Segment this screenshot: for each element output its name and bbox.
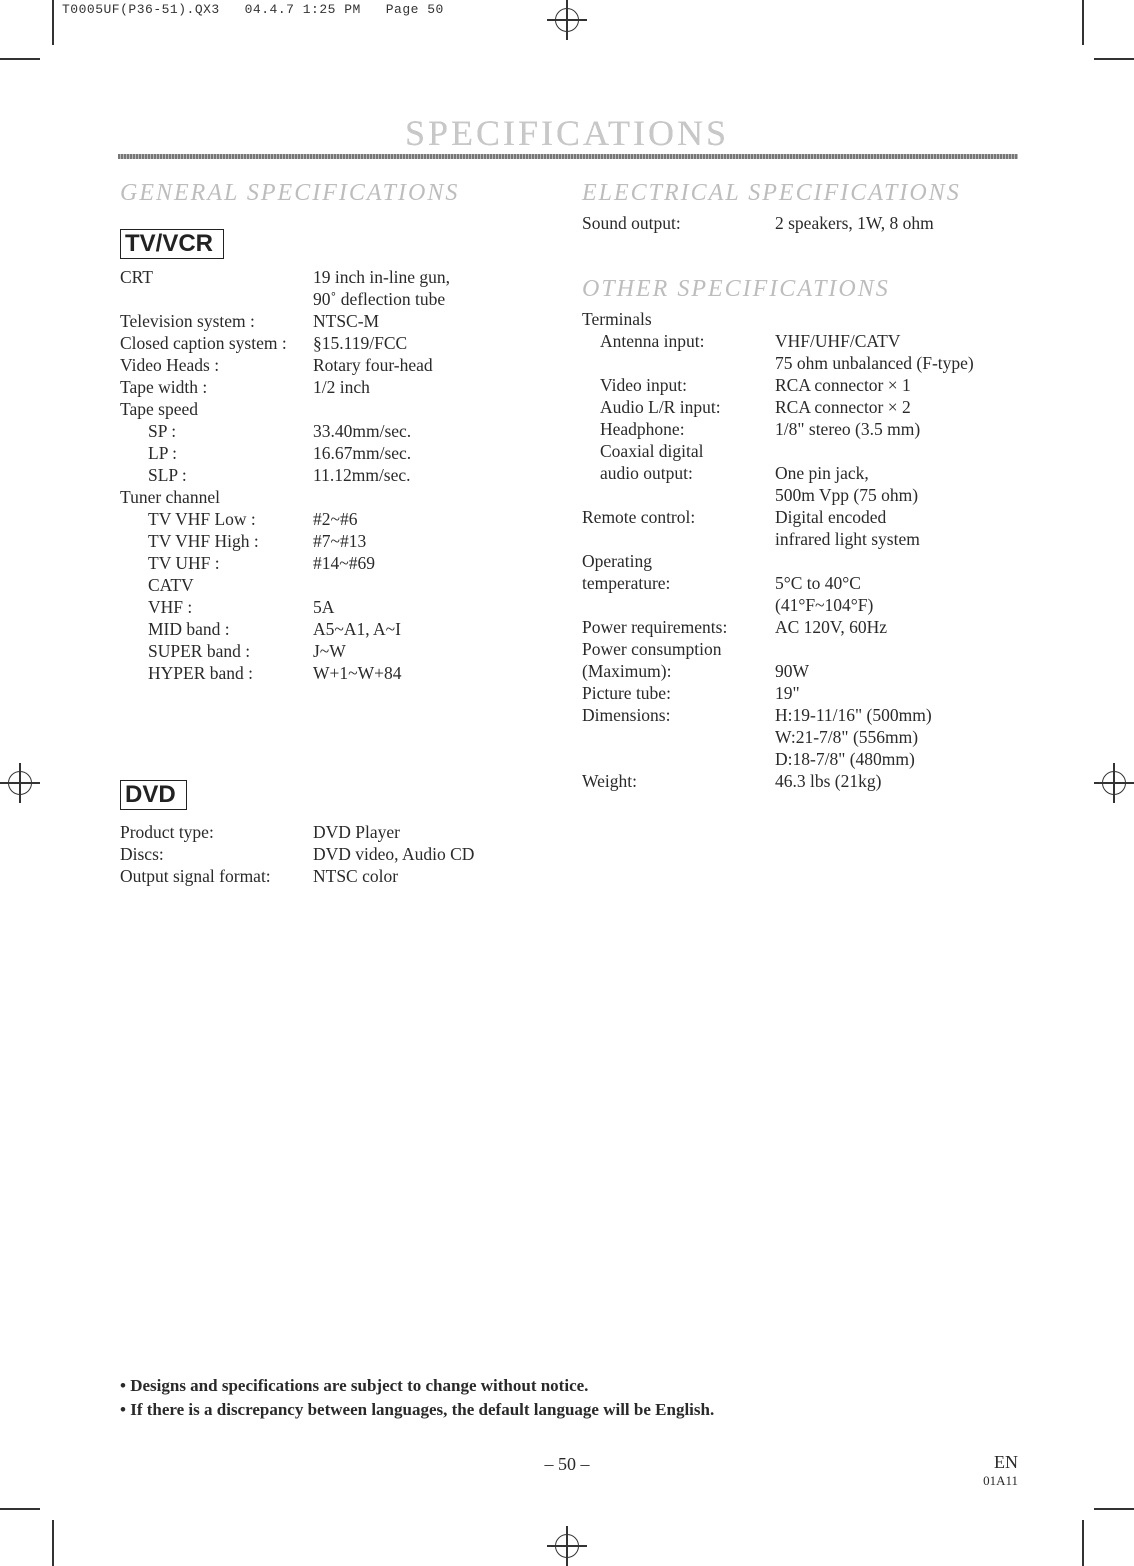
spec-label: TV UHF :: [148, 553, 220, 573]
spec-value: W:21-7/8" (556mm): [775, 727, 919, 747]
spec-row: [582, 770, 1022, 792]
spec-label: SP :: [148, 421, 177, 441]
spec-label: TV VHF Low :: [148, 509, 256, 529]
spec-value: 5°C to 40°C: [775, 573, 861, 593]
page-number: – 50 –: [544, 1454, 590, 1474]
spec-row: [120, 464, 540, 486]
spec-label: Discs:: [120, 844, 164, 864]
spec-value: Rotary four-head: [313, 355, 433, 375]
print-header: T0005UF(P36-51).QX3 04.4.7 1:25 PM Page 50: [62, 2, 444, 17]
spec-value: 2 speakers, 1W, 8 ohm: [775, 213, 934, 233]
spec-label: Sound output:: [582, 213, 681, 233]
spec-value: RCA connector × 1: [775, 375, 911, 395]
spec-row: [120, 662, 540, 684]
spec-row: [120, 821, 540, 843]
spec-row: [582, 506, 1022, 528]
spec-row: [582, 594, 1022, 616]
spec-row: [120, 288, 540, 310]
spec-row: [120, 508, 540, 530]
spec-row: [120, 596, 540, 618]
spec-value: One pin jack,: [775, 463, 869, 483]
registration-mark: [547, 0, 587, 40]
spec-label: Audio L/R input:: [600, 397, 721, 417]
spec-row: [120, 266, 540, 288]
spec-label: Terminals: [582, 309, 652, 329]
spec-row: [582, 462, 1022, 484]
spec-value: 90W: [775, 661, 810, 681]
spec-row: [120, 640, 540, 662]
crop-mark: [52, 1520, 54, 1566]
spec-label: CATV: [148, 575, 194, 595]
language-code: EN: [994, 1452, 1018, 1472]
spec-label: SLP :: [148, 465, 187, 485]
note-change-notice: • Designs and specifications are subject to change without notice.: [120, 1376, 589, 1395]
spec-label: SUPER band :: [148, 641, 251, 661]
spec-value: DVD video, Audio CD: [313, 844, 475, 864]
spec-label: Video Heads :: [120, 355, 220, 375]
spec-value: Digital encoded: [775, 507, 887, 527]
crop-mark: [1082, 0, 1084, 45]
spec-value: NTSC color: [313, 866, 399, 886]
spec-value: AC 120V, 60Hz: [775, 617, 887, 637]
spec-value: #7~#13: [313, 531, 367, 551]
spec-label: Dimensions:: [582, 705, 671, 725]
spec-row: [582, 682, 1022, 704]
spec-row: [120, 420, 540, 442]
crop-mark: [0, 1508, 40, 1510]
spec-row: [582, 550, 1022, 572]
spec-label: Tape width :: [120, 377, 208, 397]
spec-row: [582, 528, 1022, 550]
spec-value: 5A: [313, 597, 335, 617]
page-title: SPECIFICATIONS: [404, 113, 730, 153]
spec-label: Closed caption system :: [120, 333, 287, 353]
spec-row: [582, 572, 1022, 594]
spec-value: §15.119/FCC: [313, 333, 408, 353]
spec-label: temperature:: [582, 573, 671, 593]
spec-row: [120, 530, 540, 552]
crop-mark: [0, 58, 40, 60]
spec-label: CRT: [120, 267, 153, 287]
spec-row: [120, 618, 540, 640]
spec-value: 75 ohm unbalanced (F-type): [775, 353, 974, 373]
spec-label: Power requirements:: [582, 617, 728, 637]
spec-value: #14~#69: [313, 553, 375, 573]
document-code: 01A11: [983, 1473, 1018, 1488]
spec-row: [582, 212, 1022, 234]
registration-mark: [547, 1526, 587, 1566]
spec-row: [582, 726, 1022, 748]
spec-value: 1/2 inch: [313, 377, 370, 397]
other-spec-list: [582, 308, 1022, 792]
crop-mark: [1082, 1520, 1084, 1566]
spec-value: 90˚ deflection tube: [313, 289, 446, 309]
spec-label: Operating: [582, 551, 652, 571]
tvvcr-badge: TV/VCR: [120, 229, 224, 259]
spec-value: 16.67mm/sec.: [313, 443, 412, 463]
spec-label: LP :: [148, 443, 178, 463]
electrical-specifications-heading: ELECTRICAL SPECIFICATIONS: [582, 180, 961, 206]
spec-value: A5~A1, A~I: [313, 619, 401, 639]
spec-label: Television system :: [120, 311, 255, 331]
registration-mark: [0, 763, 40, 803]
spec-row: [582, 374, 1022, 396]
spec-value: 19": [775, 683, 800, 703]
spec-label: Product type:: [120, 822, 214, 842]
spec-label: Video input:: [600, 375, 687, 395]
spec-row: [582, 440, 1022, 462]
spec-row: [120, 310, 540, 332]
spec-row: [120, 376, 540, 398]
spec-label: VHF :: [148, 597, 193, 617]
general-specifications-heading: GENERAL SPECIFICATIONS: [120, 180, 460, 206]
spec-label: Headphone:: [600, 419, 685, 439]
spec-value: 500m Vpp (75 ohm): [775, 485, 919, 505]
spec-label: TV VHF High :: [148, 531, 259, 551]
spec-row: [120, 552, 540, 574]
spec-row: [120, 486, 540, 508]
spec-value: 33.40mm/sec.: [313, 421, 412, 441]
spec-row: [582, 484, 1022, 506]
spec-value: D:18-7/8" (480mm): [775, 749, 915, 769]
spec-value: RCA connector × 2: [775, 397, 911, 417]
title-divider: [118, 154, 1018, 159]
spec-value: NTSC-M: [313, 311, 380, 331]
spec-row: [582, 638, 1022, 660]
spec-value: W+1~W+84: [313, 663, 402, 683]
spec-label: Picture tube:: [582, 683, 671, 703]
spec-label: (Maximum):: [582, 661, 672, 681]
spec-row: [582, 748, 1022, 770]
dvd-badge: DVD: [120, 780, 187, 810]
spec-label: Coaxial digital: [600, 441, 704, 461]
spec-row: [582, 330, 1022, 352]
spec-label: Tuner channel: [120, 487, 220, 507]
spec-row: [582, 704, 1022, 726]
spec-row: [120, 442, 540, 464]
spec-value: VHF/UHF/CATV: [775, 331, 901, 351]
spec-row: [120, 574, 540, 596]
spec-label: Tape speed: [120, 399, 198, 419]
spec-label: audio output:: [600, 463, 693, 483]
spec-row: [582, 616, 1022, 638]
note-language-notice: • If there is a discrepancy between languages, the default language will be English.: [120, 1400, 715, 1419]
notes: [120, 1374, 714, 1422]
electrical-spec-list: [582, 212, 1022, 234]
spec-label: Output signal format:: [120, 866, 271, 886]
spec-row: [120, 332, 540, 354]
spec-value: 11.12mm/sec.: [313, 465, 411, 485]
spec-row: [582, 352, 1022, 374]
spec-row: [582, 660, 1022, 682]
spec-value: H:19-11/16" (500mm): [775, 705, 932, 725]
spec-label: Remote control:: [582, 507, 696, 527]
spec-value: #2~#6: [313, 509, 358, 529]
tvvcr-spec-list: [120, 266, 540, 684]
spec-value: 1/8" stereo (3.5 mm): [775, 419, 921, 439]
crop-mark: [1094, 58, 1134, 60]
registration-mark: [1094, 763, 1134, 803]
spec-value: DVD Player: [313, 822, 400, 842]
spec-value: 19 inch in-line gun,: [313, 267, 451, 287]
crop-mark: [52, 0, 54, 45]
spec-value: (41°F~104°F): [775, 595, 874, 615]
spec-label: Power consumption: [582, 639, 722, 659]
spec-label: Weight:: [582, 771, 637, 791]
other-specifications-heading: OTHER SPECIFICATIONS: [582, 276, 890, 302]
spec-row: [120, 865, 540, 887]
spec-label: Antenna input:: [600, 331, 705, 351]
spec-row: [120, 398, 540, 420]
spec-row: [120, 354, 540, 376]
spec-row: [582, 418, 1022, 440]
spec-row: [582, 396, 1022, 418]
spec-row: [582, 308, 1022, 330]
spec-row: [120, 843, 540, 865]
spec-value: 46.3 lbs (21kg): [775, 771, 882, 791]
spec-value: J~W: [313, 641, 346, 661]
spec-label: HYPER band :: [148, 663, 253, 683]
spec-value: infrared light system: [775, 529, 920, 549]
dvd-spec-list: [120, 821, 540, 887]
spec-label: MID band :: [148, 619, 230, 639]
crop-mark: [1094, 1508, 1134, 1510]
